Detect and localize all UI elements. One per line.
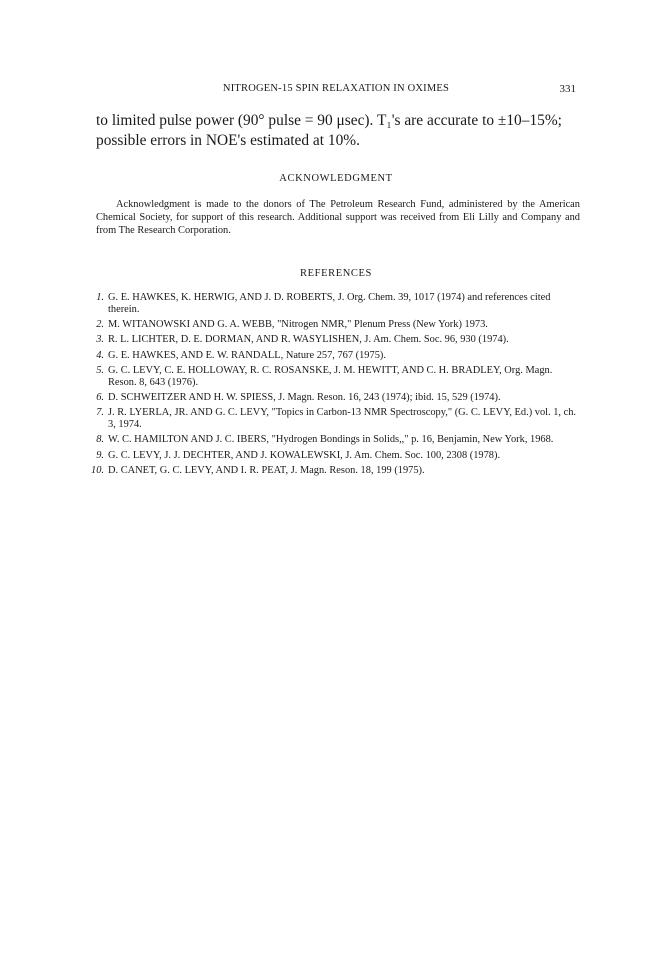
reference-text: M. WITANOWSKI AND G. A. WEBB, "Nitrogen NMR," Plenum Press (New York) 1973. bbox=[108, 319, 488, 331]
acknowledgment-heading: ACKNOWLEDGMENT bbox=[279, 173, 393, 184]
reference-number: 1. bbox=[96, 292, 104, 303]
reference-list bbox=[91, 292, 580, 480]
reference-item bbox=[96, 407, 580, 431]
reference-item bbox=[96, 450, 580, 462]
reference-number: 8. bbox=[96, 434, 104, 446]
running-header bbox=[96, 83, 576, 99]
reference-item bbox=[96, 292, 580, 316]
reference-number: 7. bbox=[96, 407, 104, 419]
reference-number: 9. bbox=[96, 449, 104, 461]
reference-item bbox=[96, 365, 580, 389]
reference-number: 2. bbox=[96, 319, 104, 331]
running-title: NITROGEN-15 SPIN RELAXATION IN OXIMES bbox=[222, 83, 450, 94]
reference-text: D. SCHWEITZER AND H. W. SPIESS, J. Magn. Reson. 16, 243 (1974); ibid. 15, 529 (1974). bbox=[108, 391, 501, 403]
reference-item bbox=[91, 464, 580, 477]
continued-paragraph: to limited pulse power (90° pulse = 90 μsec). T₁'s are accurate to ±10–15%; possible errors in NOE's estimated at 10%. bbox=[96, 112, 562, 149]
reference-text: W. C. HAMILTON AND J. C. IBERS, "Hydrogen Bondings in Solids,," p. 16, Benjamin, New York, 1968. bbox=[108, 434, 554, 446]
reference-item bbox=[96, 334, 580, 346]
acknowledgment-text: Acknowledgment is made to the donors of The Petroleum Research Fund, administered by the American Chemical Society, for support of this research. Additional support was received from Eli Lilly and Company and from The Research Corporation. bbox=[96, 199, 580, 236]
reference-text: G. E. HAWKES, AND E. W. RANDALL, Nature 257, 767 (1975). bbox=[108, 349, 386, 361]
references-heading: REFERENCES bbox=[300, 268, 372, 279]
reference-text: R. L. LICHTER, D. E. DORMAN, AND R. WASYLISHEN, J. Am. Chem. Soc. 96, 930 (1974). bbox=[108, 334, 509, 346]
reference-text: G. C. LEVY, J. J. DECHTER, AND J. KOWALEWSKI, J. Am. Chem. Soc. 100, 2308 (1978). bbox=[108, 449, 501, 461]
reference-text: D. CANET, G. C. LEVY, AND I. R. PEAT, J. Magn. Reson. 18, 199 (1975). bbox=[108, 464, 425, 476]
reference-item bbox=[96, 350, 580, 362]
reference-number: 10. bbox=[91, 464, 104, 476]
page-number: 331 bbox=[559, 83, 576, 95]
reference-number: 3. bbox=[96, 334, 104, 346]
reference-text: G. C. LEVY, C. E. HOLLOWAY, R. C. ROSANSKE, J. M. HEWITT, AND C. H. BRADLEY, Org. Magn. Reson. 8, 643 (1976). bbox=[108, 364, 553, 388]
reference-item bbox=[96, 319, 580, 331]
reference-number: 4. bbox=[96, 349, 104, 361]
reference-number: 5. bbox=[96, 364, 104, 376]
reference-item bbox=[96, 434, 580, 446]
reference-text: G. E. HAWKES, K. HERWIG, AND J. D. ROBERTS, J. Org. Chem. 39, 1017 (1974) and references cited therein. bbox=[108, 292, 551, 315]
reference-item bbox=[96, 392, 580, 404]
reference-number: 6. bbox=[96, 391, 104, 403]
reference-text: J. R. LYERLA, JR. AND G. C. LEVY, "Topics in Carbon-13 NMR Spectroscopy," (G. C. LEVY, Ed.) vol. 1, ch. 3, 1974. bbox=[108, 407, 577, 431]
